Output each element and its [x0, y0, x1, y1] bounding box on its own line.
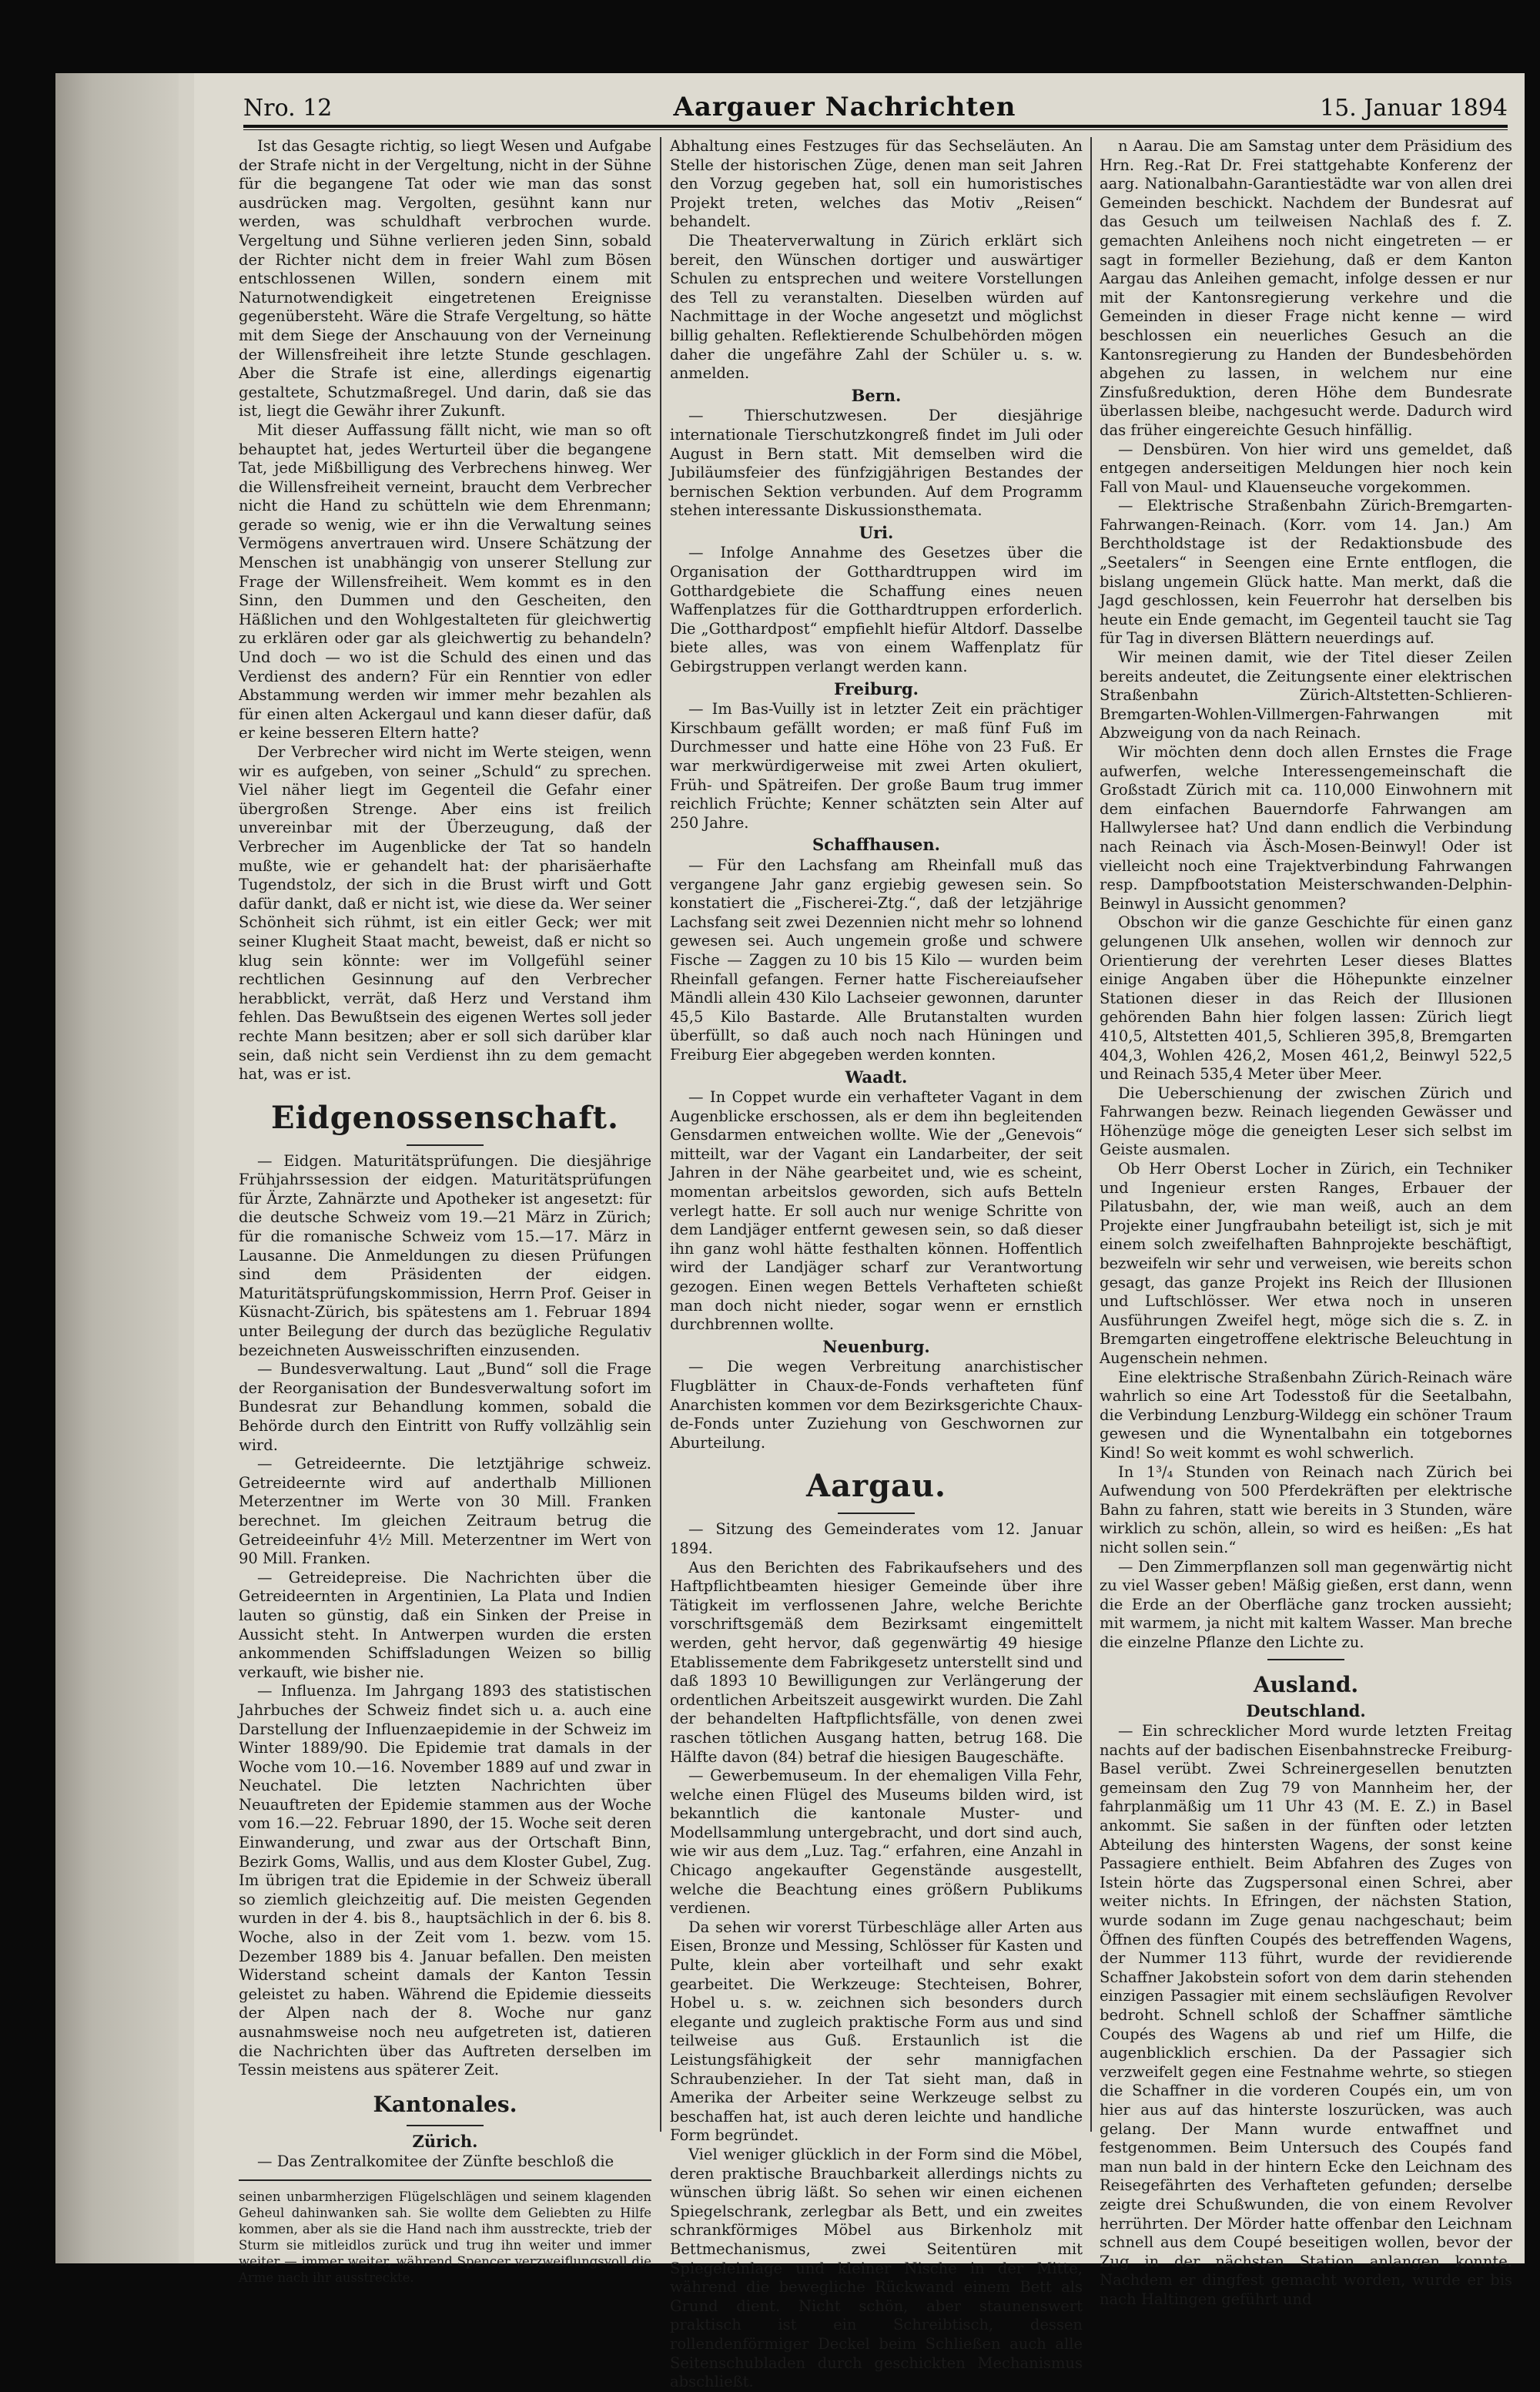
- news-item: — Infolge Annahme des Gesetzes über die Organisation der Gotthardtruppen wird im Gotthardgebiete die Schaffung eines neuen Waffenplatzes für die Gotthardtruppen erforderlich. Die „Gotthardpost“ empfiehlt hiefür Altdorf. Dasselbe biete alles, was von einem Waffenplatz für Gebirgstruppen verlangt werden kann.: [670, 544, 1083, 676]
- news-item: — Gewerbemuseum. In der ehemaligen Villa Fehr, welche einen Flügel des Museums bilden wird, ist bekanntlich die kantonale Muster- und Modellsammlung untergebracht, und dort sind auch, wie wir aus dem „Luz. Tag.“ erfahren, eine Anzahl in Chicago angekaufter Gegenstände ausgestellt, welche die Beachtung eines größern Publikums verdienen.: [670, 1767, 1083, 1918]
- news-item: — Für den Lachsfang am Rheinfall muß das vergangene Jahr ganz ergiebig gewesen sein. So konstatiert die „Fischerei-Ztg.“, daß der letzjährige Lachsfang seit zwei Dezennien nicht mehr so lohnend gewesen sei. Auch ungemein große und schwere Fische — Zaggen zu 10 bis 15 Kilo — wurden beim Rheinfall gefangen. Ferner hatte Fischereiaufseher Mändli allein 430 Kilo Lachseier gewonnen, darunter 45,5 Kilo Bastarde. Alle Brutanstalten wurden überfüllt, so daß auch noch nach Hüningen und Freiburg Eier abgegeben werden konnten.: [670, 856, 1083, 1064]
- news-item: — Influenza. Im Jahrgang 1893 des statistischen Jahrbuches der Schweiz findet sich u. a. auch eine Darstellung der Influenzaepidemie in der Schweiz im Winter 1889/90. Die Epidemie trat damals in der Woche vom 10.—16. November 1889 auf und zwar in Neuchatel. Die letzten Nachrichten über Neuauftreten der Epidemie stammen aus der Woche vom 16.—22. Februar 1890, der 15. Woche seit deren Einwanderung, und zwar aus der Ortschaft Binn, Bezirk Goms, Wallis, und aus dem Kloster Gubel, Zug. Im übrigen trat die Epidemie in der Schweiz überall so ziemlich gleichzeitig auf. Die meisten Gegenden wurden in der 4. bis 8., hauptsächlich in der 6. bis 8. Woche, also in der Zeit vom 1. bezw. vom 15. Dezember 1889 bis 4. Januar befallen. Den meisten Widerstand scheint damals der Kanton Tessin geleistet zu haben. Während die Epidemie diesseits der Alpen nach der 8. Woche nur ganz ausnahmsweise noch neu aufgetreten ist, datieren die Nachrichten über das Auftreten derselben im Tessin meistens aus späterer Zeit.: [239, 1682, 651, 2079]
- news-item: — In Coppet wurde ein verhafteter Vagant in dem Augenblicke erschossen, als er dem ihn begleitenden Gensdarmen entweichen wollte. Wie der „Genevois“ mitteilt, war der Vagant ein Landarbeiter, der seit Jahren in der Nähe gearbeitet und, wie es scheint, momentan arbeitslos geworden, sich aufs Betteln verlegt hatte. Er soll auch nur wenige Schritte von dem Landjäger entfernt gewesen sein, so daß dieser ihn ganz wohl hätte festhalten können. Hoffentlich wird der Landjäger scharf zur Verantwortung gezogen. Einen wegen Bettels Verhafteten schießt man doch nicht nieder, sogar wenn er ernstlich durchbrennen wollte.: [670, 1088, 1083, 1334]
- news-item: Viel weniger glücklich in der Form sind die Möbel, deren praktische Brauchbarkeit allerdings nichts zu wünschen übrig läßt. So sehen wir einen eichenen Spiegelschrank, zerlegbar als Bett, und ein zweites schrankförmiges Möbel aus Birkenholz mit Bettmechanismus, zwei Seitentüren mit Spiegeleinlage und kleiner Nische in der Mitte, während die bewegliche Rückwand einem Bett als Grund dient. Nicht schön, aber staunenswert praktisch ist ein Schreibtisch, dessen rollendenförmiger Deckel beim Schließen auch alle Seitenschubladen durch geschickten Mechanismus abschließt.: [670, 2145, 1083, 2391]
- news-item: Die Theaterverwaltung in Zürich erklärt sich bereit, den Wünschen dortiger und auswärtiger Schulen zu entsprechen und weitere Vorstellungen des Tell zu veranstalten. Dieselben würden auf Nachmittage in der Woche angesetzt und möglichst billig gehalten. Reflektierende Schulbehörden mögen daher die ungefähre Zahl der Schüler u. s. w. anmelden.: [670, 231, 1083, 383]
- article-paragraph: Der Verbrecher wird nicht im Werte steigen, wenn wir es aufgeben, von seiner „Schuld“ zu sprechen. Viel näher liegt im Gegenteil die Gefahr einer übergroßen Strenge. Aber eins ist freilich unvereinbar mit der Überzeugung, daß der Verbrecher im Augenblicke der Tat so handeln mußte, wie er gehandelt hat: der pharisäerhafte Tugendstolz, der sich in die Brust wirft und Gott dafür dankt, daß er nicht ist, wie diese da. Wer seiner Schönheit sich rühmt, ist ein eitler Geck; wer mit seiner Klugheit Staat macht, beweist, daß er nicht so klug sein könnte: wer im Vollgefühl seiner rechtlichen Gesinnung auf den Verbrecher herabblickt, verrät, daß Herz und Verstand ihm fehlen. Das Bewußtsein des eigenen Wertes soll jeder rechte Mann besitzen; aber er soll sich darüber klar sein, daß nicht sein Verdienst ihn zu dem gemacht hat, was er ist.: [239, 743, 651, 1084]
- news-item: — Getreidepreise. Die Nachrichten über die Getreideernten in Argentinien, La Plata und Indien lauten so günstig, daß ein Sinken der Preise in Aussicht steht. In Antwerpen wurden die ersten ankommenden Schiffsladungen Weizen so billig verkauft, wie bisher nie.: [239, 1568, 651, 1681]
- issue-date: 15. Januar 1894: [1320, 95, 1508, 122]
- subheading-waadt: Waadt.: [845, 1067, 908, 1087]
- news-item: — Densbüren. Von hier wird uns gemeldet, daß entgegen anderseitigen Meldungen hier noch kein Fall von Maul- und Klauenseuche vorgekommen.: [1100, 440, 1512, 496]
- page-stack-edge: [55, 73, 179, 2263]
- article-paragraph: Ist das Gesagte richtig, so liegt Wesen und Aufgabe der Strafe nicht in der Vergeltung, nicht in der Sühne für die begangene Tat oder wie man das sonst ausdrücken mag. Vergolten, gesühnt kann nur werden, was schuldhaft verbrochen wurde. Vergeltung und Sühne verlieren jeden Sinn, sobald der Richter nicht dem in freier Wahl zum Bösen entschlossenen Willen, sondern einem mit Naturnotwendigkeit eingetretenen Ereignisse gegenübersteht. Wäre die Strafe Vergeltung, so hätte mit dem Siege der Anschauung von der Verneinung der Willensfreiheit ihre letzte Stunde geschlagen. Aber die Strafe ist eine, allerdings eigenartig gestaltete, Schutzmaßregel. Und darin, daß sie das ist, liegt die Gewähr ihrer Zukunft.: [239, 137, 651, 420]
- news-item: Die Ueberschienung der zwischen Zürich und Fahrwangen bezw. Reinach liegenden Gewässer und Höhenzüge möge die geneigten Leser sich selbst im Geiste ausmalen.: [1100, 1084, 1512, 1159]
- news-item: — Thierschutzwesen. Der diesjährige internationale Tierschutzkongreß findet im Juli oder August in Bern statt. Mit demselben wird die Jubiläumsfeier des fünfzigjährigen Bestandes der bernischen Sektion verbunden. Auf dem Programm stehen interessante Diskussionsthemata.: [670, 407, 1083, 520]
- news-item: Eine elektrische Straßenbahn Zürich-Reinach wäre wahrlich so eine Art Todesstoß für die Seetalbahn, die Verbindung Lenzburg-Wildegg ein schöner Traum gewesen und die Wynentalbahn ein totgebornes Kind! So weit kommt es wohl schwerlich.: [1100, 1368, 1512, 1462]
- news-item: — Elektrische Straßenbahn Zürich-Bremgarten-Fahrwangen-Reinach. (Korr. vom 14. Jan.) Am Berchtholdstage ist der Redaktionsbude des „Seetalers“ in Seengen eine Ernte entflogen, die bislang ungemein Glück hatte. Man merkt, daß die Jagd geschlossen, kein Feuerrohr hat derselben bis heute ein Ende gemacht, im Gegenteil taucht sie Tag für Tag in diversen Blättern neuerdings auf.: [1100, 497, 1512, 648]
- news-item: — Eidgen. Maturitätsprüfungen. Die diesjährige Frühjahrssession der eidgen. Maturitätsprüfungen für Ärzte, Zahnärzte und Apotheker ist angesetzt: für die deutsche Schweiz vom 19.—21 März in Zürich; für die romanische Schweiz vom 15.—17. März in Lausanne. Die Anmeldungen zu diesen Prüfungen sind dem Präsidenten der eidgen. Maturitätsprüfungskommission, Herrn Prof. Geiser in Küsnacht-Zürich, bis spätestens am 1. Februar 1894 unter Beilegung der durch das bezügliche Regulativ bezeichneten Ausweisschriften einzusenden.: [239, 1151, 651, 1359]
- header-rule: [243, 125, 1508, 128]
- news-item: — Bundesverwaltung. Laut „Bund“ soll die Frage der Reorganisation der Bundesverwaltung sofort im Bundesrat zur Behandlung kommen, sobald die Behörde durch den Eintritt von Ruffy vollzählig sein wird.: [239, 1360, 651, 1454]
- news-item: n Aarau. Die am Samstag unter dem Präsidium des Hrn. Reg.-Rat Dr. Frei stattgehabte Konferenz der aarg. Nationalbahn-Garantiestädte war von allen drei Gemeinden beschickt. Nachdem der Bundesrat auf das Gesuch um teilweisen Nachlaß des f. Z. gemachten Anleihens noch nicht eingetreten — er sagt in formeller Beziehung, daß er dem Kanton Aargau das Anleihen gemacht, infolge dessen er nur mit der Kantonsregierung verkehre und die Gemeinden in dieser Frage nicht kenne — wird beschlossen ein neuerliches Gesuch an die Kantonsregierung zu Handen der Bundesbehörden abgehen zu lassen, in welchem nur eine Zinsfußreduktion, deren Höhe dem Bundesrate überlassen bleibe, nachgesucht werde. Dadurch wird das früher eingereichte Gesuch hinfällig.: [1100, 137, 1512, 439]
- section-rule: [407, 2125, 484, 2126]
- news-item: Aus den Berichten des Fabrikaufsehers und des Haftpflichtbeamten hiesiger Gemeinde über ihre Tätigkeit im verflossenen Jahre, welche Berichte vorschriftsgemäß dem Bezirksamt eingemittelt werden, geht hervor, daß gegenwärtig 49 hiesige Etablissemente dem Fabrikgesetz unterstellt sind und daß 1893 10 Bewilligungen zur Verlängerung der ordentlichen Arbeitszeit ausgewirkt wurden. Die Zahl der behandelten Haftpflichtsfälle, von denen zwei raschen tötlichen Ausgang hatten, betrug 168. Die Hälfte davon (84) betraf die hiesigen Baugeschäfte.: [670, 1558, 1083, 1766]
- column-divider: [660, 137, 661, 2132]
- subheading-schaffhausen: Schaffhausen.: [812, 835, 940, 855]
- issue-number: Nro. 12: [243, 95, 333, 122]
- news-item: — Die wegen Verbreitung anarchistischer Flugblätter in Chaux-de-Fonds verhafteten fünf Anarchisten kommen vor dem Bezirksgerichte Chaux-de-Fonds unter Zuziehung von Geschwornen zur Aburteilung.: [670, 1358, 1083, 1452]
- news-item: — Im Bas-Vuilly ist in letzter Zeit ein prächtiger Kirschbaum gefällt worden; er maß fünf Fuß im Durchmesser und hatte eine Höhe von 23 Fuß. Er war merkwürdigerweise mit zwei Arten okuliert, Früh- und Spätreifen. Der große Baum trug immer reichlich Früchte; Kenner schätzten sein Alter auf 250 Jahre.: [670, 700, 1083, 832]
- feuilleton-rule: [239, 2179, 651, 2181]
- subheading-uri: Uri.: [859, 522, 894, 542]
- news-item: Obschon wir die ganze Geschichte für einen ganz gelungenen Ulk ansehen, wollen wir dennoch zur Orientierung der verehrten Leser dieses Blattes einige Angaben über die Höhepunkte einzelner Stationen dieser in das Reich der Illusionen gehörenden Bahn hier folgen lassen: Zürich liegt 410,5, Altstetten 401,5, Schlieren 395,8, Bremgarten 404,3, Wohlen 426,2, Mosen 461,2, Beinwyl 522,5 und Reinach 535,4 Meter über Meer.: [1100, 913, 1512, 1084]
- feuilleton-text: seinen unbarmherzigen Flügelschlägen und seinem klagenden Geheul dahinwanken sah. Sie wollte dem Geliebten zu Hilfe kommen, aber als sie die Hand nach ihm ausstreckte, trieb der Sturm sie mitleidlos zurück und trug ihn weiter und immer weiter — immer weiter, während Spencer verzweiflungsvoll die Arme nach ihr ausstreckte.: [239, 2189, 651, 2285]
- section-rule: [1267, 1659, 1344, 1660]
- subheading-bern: Bern.: [851, 385, 902, 405]
- column-1: [239, 137, 651, 2285]
- news-item: — Sitzung des Gemeinderates vom 12. Januar 1894.: [670, 1520, 1083, 1557]
- article-paragraph: Mit dieser Auffassung fällt nicht, wie man so oft behauptet hat, jedes Werturteil über die begangene Tat, jede Mißbilligung des Verbrechens hinweg. Wer die Willensfreiheit verneint, braucht dem Verbrecher nicht die Hand zu schütteln wie dem Ehrenmann; gerade so wenig, wie er ihn die Verwaltung seines Vermögens anvertrauen wird. Unsere Schätzung der Menschen ist unabhängig von unserer Stellung zur Frage der Willensfreiheit. Wem kommt es in den Sinn, den Dummen und den Gescheiten, den Häßlichen und den Wohlgestalteten für gleichwertig zu erklären oder gar als gleichwertig zu behandeln? Und doch — wo ist die Schuld des einen und das Verdienst des andern? Für ein Renntier von edler Abstammung werden wir immer mehr bezahlen als für einen alten Ackergaul und kann dieser dafür, daß er keine besseren Eltern hatte?: [239, 420, 651, 742]
- newspaper-title: Aargauer Nachrichten: [673, 92, 1016, 122]
- section-heading-ausland: Ausland.: [1253, 1671, 1359, 1697]
- subheading-freiburg: Freiburg.: [834, 678, 919, 699]
- news-item: — Ein schrecklicher Mord wurde letzten Freitag nachts auf der badischen Eisenbahnstrecke Freiburg-Basel verübt. Zwei Schreinergesellen benutzten gemeinsam den Zug 79 von Mannheim her, der fahrplanmäßig um 11 Uhr 43 (M. E. Z.) in Basel ankommt. Sie saßen in der fünften oder letzten Abteilung des hintersten Wagens, der sonst keine Passagiere enthielt. Beim Abfahren des Zuges von Istein hörte das Zugspersonal einen Schrei, aber weiter nichts. In Efringen, der nächsten Station, wurde sodann im Zuge genau nachgeschaut; beim Öffnen des fünften Coupés des betreffenden Wagens, der Nummer 113 führt, wurde der revidierende Schaffner Jakobstein sofort von dem darin stehenden einzigen Passagier mit einem sechsläufigen Revolver bedroht. Schnell schloß der Schaffner sämtliche Coupés des Wagens ab und rief um Hilfe, die augenblicklich erschien. Da der Passagier sich verzweifelt gegen eine Festnahme wehrte, so stiegen die Schaffner in die vorderen Coupés ein, um von hier aus auf das hinterste loszurücken, was auch gelang. Der Mann wurde entwaffnet und festgenommen. Beim Untersuch des Coupés fand man nun bald in der hintern Ecke den Leichnam des Reisegefährten des Verhafteten gefunden; derselbe zeigte drei Schußwunden, die von einem Revolver herrührten. Der Mörder hatte offenbar den Leichnam schnell aus dem Coupé beseitigen wollen, bevor der Zug in der nächsten Station anlangen konnte. Nachdem er dingfest gemacht worden, wurde er bis nach Haltingen geführt und: [1100, 1722, 1512, 2308]
- section-rule: [407, 1144, 484, 1146]
- news-item: Ob Herr Oberst Locher in Zürich, ein Techniker und Ingenieur ersten Ranges, Erbauer der Pilatusbahn, der, wie man weiß, auch an dem Projekte einer Jungfraubahn beteiligt ist, sich je mit einem solch zweifelhaften Bahnprojekte beschäftigt, bezweifeln wir sehr und verweisen, wie bereits schon gesagt, das ganze Projekt ins Reich der Illusionen und Luftschlösser. Wer etwa noch in unseren Ausführungen Zweifel hegt, möge sich die s. Z. in Bremgarten eingetroffene elektrische Beleuchtung in Augenschein nehmen.: [1100, 1160, 1512, 1367]
- news-item: — Das Zentralkomitee der Zünfte beschloß die: [257, 2152, 614, 2171]
- subheading-deutschland: Deutschland.: [1246, 1700, 1366, 1720]
- news-item: Wir meinen damit, wie der Titel dieser Zeilen bereits andeutet, die Zeitungsente einer elektrischen Straßenbahn Zürich-Altstetten-Schlieren-Bremgarten-Wohlen-Villmergen-Fahrwangen mit Abzweigung von da nach Reinach.: [1100, 648, 1512, 742]
- header-rule-thin: [243, 129, 1508, 130]
- news-item: In 1³/₄ Stunden von Reinach nach Zürich bei Aufwendung von 500 Pferdekräften per elektrische Bahn zu fahren, statt wie bereits in 3 Stunden, wäre wirklich zu schön, allein, so wird es heißen: „Es hat nicht sollen sein.“: [1100, 1462, 1512, 1556]
- page-header: [182, 89, 1508, 127]
- section-rule: [838, 1513, 915, 1514]
- subheading-zuerich: Zürich.: [412, 2131, 478, 2151]
- subheading-neuenburg: Neuenburg.: [822, 1336, 930, 1356]
- section-heading-aargau: Aargau.: [806, 1468, 946, 1505]
- section-heading-kantonales: Kantonales.: [373, 2091, 517, 2117]
- news-item: Wir möchten denn doch allen Ernstes die Frage aufwerfen, welche Interessengemeinschaft die Großstadt Zürich mit ca. 110,000 Einwohnern mit dem einfachen Bauerndorfe Fahrwangen am Hallwylersee hat? Und dann endlich die Verbindung nach Reinach via Äsch-Mosen-Beinwyl! Oder ist vielleicht noch eine Trajektverbindung Fahrwangen resp. Dampfbootstation Meisterschwanden-Delphin-Beinwyl in Aussicht genommen?: [1100, 743, 1512, 913]
- column-3: [1100, 137, 1512, 2308]
- news-item: Da sehen wir vorerst Türbeschläge aller Arten aus Eisen, Bronze und Messing, Schlösser für Kasten und Pulte, klein aber vorteilhaft und sehr exakt gearbeitet. Die Werkzeuge: Stechteisen, Bohrer, Hobel u. s. w. zeichnen sich besonders durch elegante und zugleich praktische Form aus und sind teilweise aus Guß. Erstaunlich ist die Leistungsfähigkeit der sehr mannigfachen Schraubenzieher. In der Tat sieht man, daß in Amerika der Arbeiter seine Werkzeuge selbst zu beschaffen hat, ist auch deren leichte und handliche Form begründet.: [670, 1918, 1083, 2145]
- news-item: — Den Zimmerpflanzen soll man gegenwärtig nicht zu viel Wasser geben! Mäßig gießen, erst dann, wenn die Erde an der Oberfläche ganz trocken aussieht; mit warmem, ja nicht mit kaltem Wasser. Man breche die einzelne Pflanze den Lichte zu.: [1100, 1557, 1512, 1651]
- news-item: Abhaltung eines Festzuges für das Sechseläuten. An Stelle der historischen Züge, denen man seit Jahren den Vorzug gegeben hat, soll ein humoristisches Projekt treten, welches das Motiv „Reisen“ behandelt.: [670, 137, 1083, 231]
- column-2: [670, 137, 1083, 2391]
- news-item: — Getreideernte. Die letztjährige schweiz. Getreideernte wird auf anderthalb Millionen Meterzentner im Werte von 30 Mill. Franken berechnet. Im gleichen Zeitraum betrug die Getreideeinfuhr 4½ Mill. Meterzentner im Wert von 90 Mill. Franken.: [239, 1455, 651, 1568]
- section-heading-eidgenossenschaft: Eidgenossenschaft.: [271, 1099, 619, 1136]
- column-divider: [1090, 137, 1092, 2132]
